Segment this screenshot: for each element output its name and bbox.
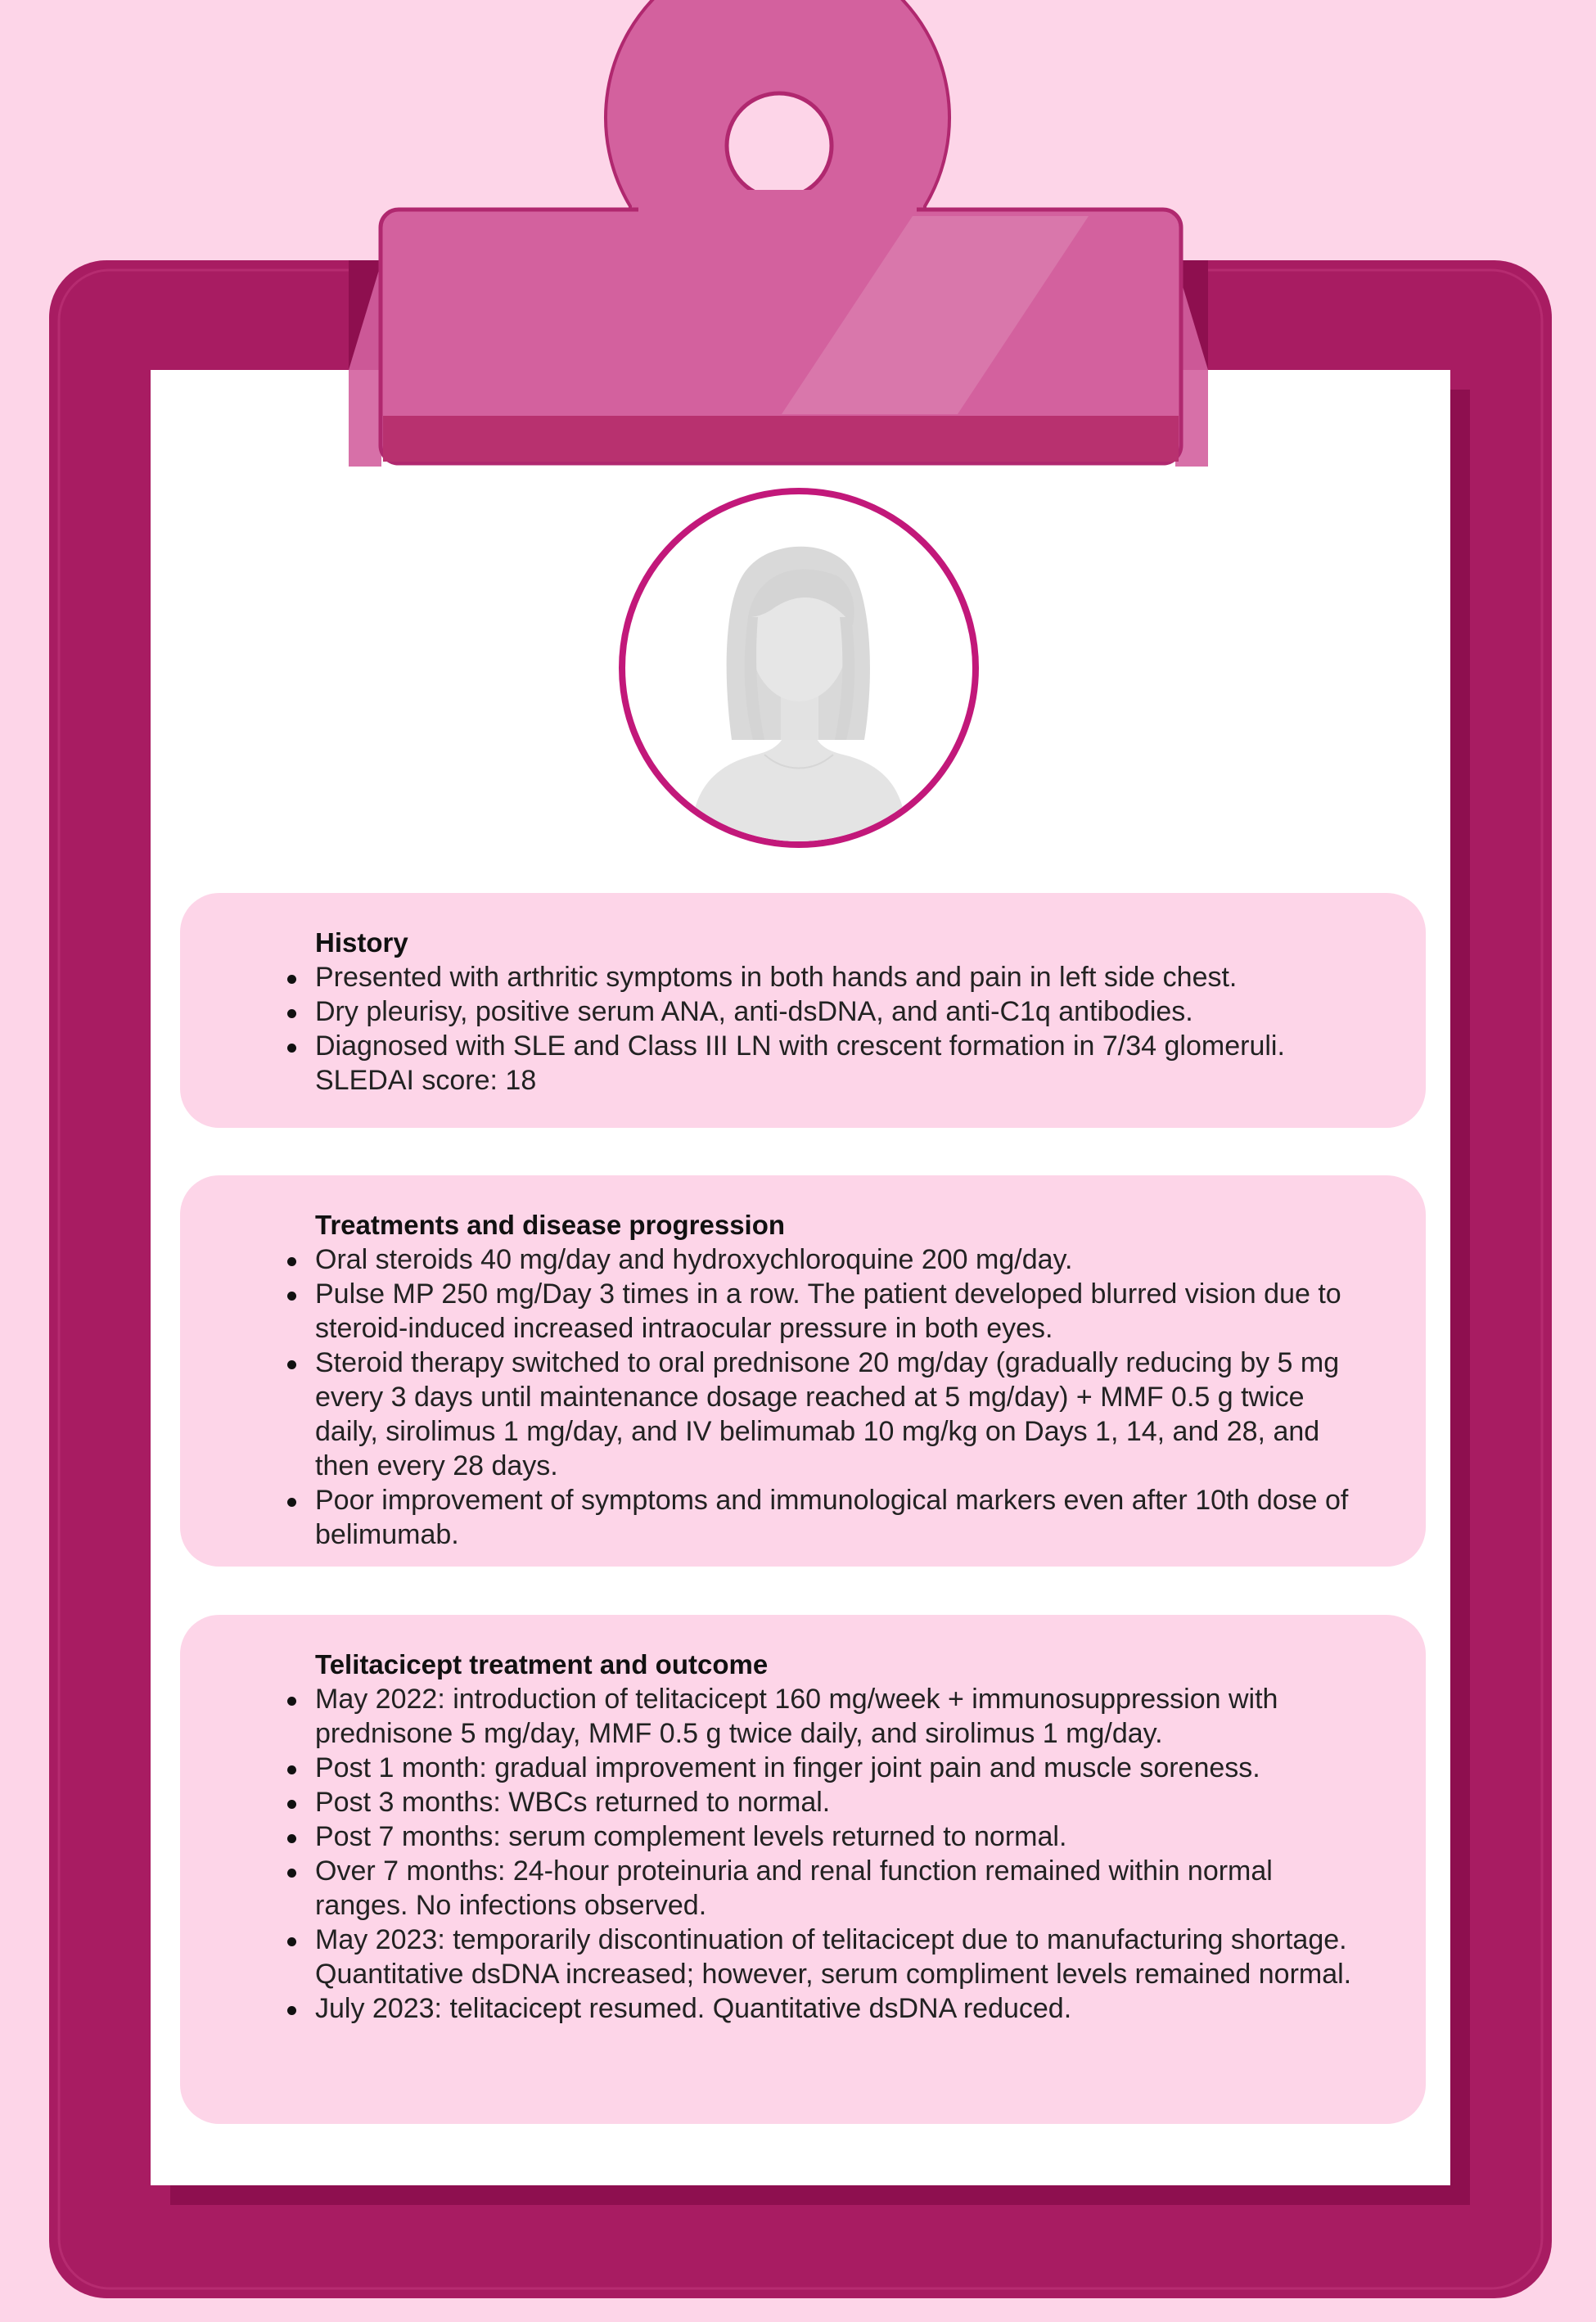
- list-item: Pulse MP 250 mg/Day 3 times in a row. The patient developed blurred vision due to steroid-induced increased intraocular pressure in both eyes.: [315, 1277, 1352, 1346]
- telitacicept-card: [180, 1615, 1426, 2124]
- list-item: Post 3 months: WBCs returned to normal.: [315, 1785, 1352, 1819]
- list-item: Oral steroids 40 mg/day and hydroxychloroquine 200 mg/day.: [315, 1242, 1352, 1277]
- list-item: Presented with arthritic symptoms in both hands and pain in left side chest.: [315, 960, 1352, 994]
- history-card: [180, 893, 1426, 1128]
- list-item: Steroid therapy switched to oral prednisone 20 mg/day (gradually reducing by 5 mg every 3 days until maintenance dosage reached at 5 mg/day) + MMF 0.5 g twice daily, sirolimus 1 mg/day, and IV belimumab 10 mg/kg on Days 1, 14, and 28, and then every 28 days.: [315, 1346, 1352, 1483]
- list-item: Post 1 month: gradual improvement in finger joint pain and muscle soreness.: [315, 1751, 1352, 1785]
- treatments-title: Treatments and disease progression: [315, 1210, 786, 1240]
- history-list: [315, 960, 1352, 1098]
- list-item: July 2023: telitacicept resumed. Quantitative dsDNA reduced.: [315, 1991, 1352, 2026]
- list-item: Post 7 months: serum complement levels returned to normal.: [315, 1819, 1352, 1854]
- list-item: Poor improvement of symptoms and immunological markers even after 10th dose of belimumab.: [315, 1483, 1352, 1552]
- telitacicept-list: [315, 1682, 1352, 2026]
- clipboard-clip-icon: [0, 0, 1596, 507]
- treatments-card: [180, 1175, 1426, 1567]
- avatar: [619, 488, 979, 848]
- telitacicept-title: Telitacicept treatment and outcome: [315, 1649, 769, 1680]
- list-item: Over 7 months: 24-hour proteinuria and renal function remained within normal ranges. No infections observed.: [315, 1854, 1352, 1923]
- list-item: May 2023: temporarily discontinuation of telitacicept due to manufacturing shortage. Quantitative dsDNA increased; however, serum compliment levels remained normal.: [315, 1924, 1352, 1990]
- treatments-list: [315, 1242, 1352, 1552]
- female-user-silhouette-icon: [625, 494, 972, 841]
- list-item: May 2022: introduction of telitacicept 160 mg/week + immunosuppression with prednisone 5 mg/day, MMF 0.5 g twice daily, and sirolimus 1 mg/day.: [315, 1682, 1352, 1751]
- history-title: History: [315, 927, 408, 958]
- list-item: Dry pleurisy, positive serum ANA, anti-dsDNA, and anti-C1q antibodies.: [315, 994, 1352, 1029]
- list-item: Diagnosed with SLE and Class III LN with crescent formation in 7/34 glomeruli. SLEDAI score: 18: [315, 1029, 1352, 1098]
